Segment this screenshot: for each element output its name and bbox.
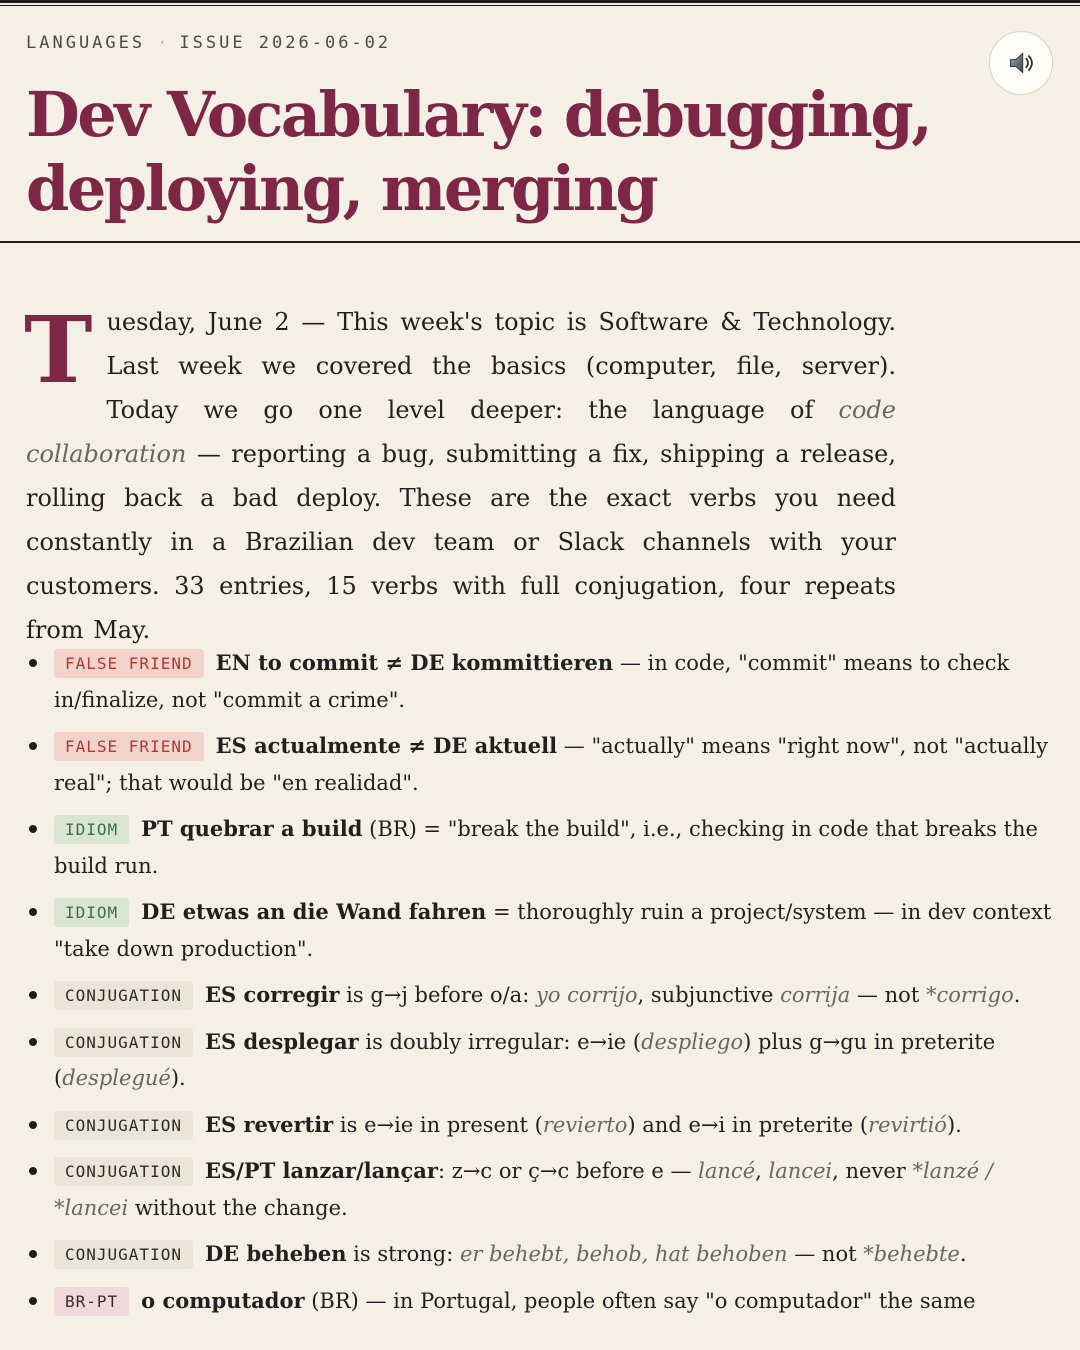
tag-badge: CONJUGATION (54, 981, 193, 1010)
intro-emphasis: code collaboration (26, 396, 896, 468)
entry-term: ES desplegar (204, 1028, 359, 1054)
tag-badge: CONJUGATION (54, 1028, 193, 1057)
speaker-icon (1007, 49, 1035, 77)
entry-text: , (755, 1159, 769, 1183)
entry-term: EN to commit ≠ DE kommittieren (215, 650, 614, 675)
intro-text-end: — reporting a bug, submitting a fix, shipping a release, rolling back a bad deploy. These are the exact verbs you need constantly in a Brazilian dev team or Slack channels with your customers. 33 entries, 15 verbs with full conjugation, four repeats from May. (26, 440, 896, 644)
tag-badge: CONJUGATION (54, 1111, 193, 1140)
entry-term: ES corregir (204, 982, 340, 1007)
drop-cap: T (24, 296, 93, 404)
issue-meta (26, 33, 391, 53)
title-rule (0, 241, 1080, 243)
tag-badge: BR-PT (54, 1287, 129, 1316)
entry-text: — not (787, 1242, 864, 1266)
tag-badge: IDIOM (54, 815, 129, 844)
example-form: revierto (542, 1112, 628, 1137)
entry-text: , subjunctive (637, 983, 781, 1007)
entry-text: is strong: (346, 1242, 460, 1266)
entry-text: . (959, 1242, 967, 1266)
entry-text: — "actually" means "right now", not "actually real"; that would be "en realidad". (54, 734, 1049, 795)
entry-term: DE beheben (204, 1241, 347, 1266)
example-form: desplegué (62, 1066, 171, 1090)
entry-term: ES revertir (204, 1111, 334, 1137)
entry-term: ES actualmente ≠ DE aktuell (215, 733, 558, 758)
entry-text: is g→j before o/a: (339, 983, 536, 1007)
example-form: lancei (768, 1159, 833, 1183)
page-title: Dev Vocabulary: debugging, deploying, merging (26, 78, 931, 225)
entry-term: ES/PT lanzar/lançar (204, 1158, 438, 1183)
example-form: revirtió (868, 1112, 947, 1137)
entry-text: , never (832, 1159, 913, 1183)
tag-badge: FALSE FRIEND (54, 649, 204, 678)
section-label: LANGUAGES (26, 33, 146, 53)
entry-text: without the change. (128, 1195, 348, 1220)
vocabulary-list (26, 645, 1066, 1329)
top-rule (0, 0, 1080, 6)
example-form: *corrigo (925, 983, 1014, 1007)
entry-text: is doubly irregular: e→ie ( (358, 1029, 642, 1054)
tag-badge: CONJUGATION (54, 1240, 193, 1269)
entry-term: DE etwas an die Wand fahren (141, 899, 487, 924)
entry-text: is e→ie in present ( (333, 1112, 543, 1137)
entry-term: o computador (141, 1287, 305, 1313)
entry-text: = thoroughly ruin a project/system — in dev context "take down production". (54, 900, 1052, 961)
list-item (26, 1283, 1066, 1320)
list-item (26, 728, 1066, 801)
entry-text: : z→c or ç→c before e — (437, 1159, 699, 1183)
list-item (26, 1236, 1066, 1273)
example-form: *lanzé / *lancei (54, 1159, 993, 1220)
entry-text: ) plus g→gu in preterite ( (54, 1029, 996, 1090)
entry-text: — in code, "commit" means to check in/finalize, not "commit a crime". (54, 651, 1010, 712)
example-form: despliego (641, 1029, 744, 1054)
intro-paragraph (24, 296, 896, 652)
tag-badge: FALSE FRIEND (54, 732, 204, 761)
list-item (26, 811, 1066, 884)
entry-text: ). (946, 1112, 962, 1137)
intro-text-start: uesday, June 2 — This week's topic is Software & Technology. Last week we covered the basics (computer, file, server). Today we go one level deeper: the language of (106, 308, 896, 424)
list-item (26, 977, 1066, 1014)
entry-text: (BR) — in Portugal, people often say "o computador" the same (304, 1288, 976, 1313)
example-form: yo corrijo (535, 983, 638, 1007)
list-item (26, 1107, 1066, 1144)
meta-separator: · (157, 33, 168, 53)
example-form: corrija (780, 983, 851, 1007)
example-form: er behebt, behob, hat behoben (459, 1242, 788, 1266)
list-item (26, 1153, 1066, 1226)
list-item (26, 894, 1066, 967)
entry-text: ). (170, 1066, 186, 1090)
entry-text: — not (850, 983, 926, 1007)
entry-text: ) and e→i in preterite ( (627, 1112, 869, 1137)
issue-label: ISSUE 2026-06-02 (179, 33, 392, 53)
entry-text: (BR) = "break the build", i.e., checking in code that breaks the build run. (54, 817, 1038, 878)
list-item (26, 645, 1066, 718)
example-form: lancé (698, 1159, 756, 1183)
entry-term: PT quebrar a build (141, 816, 363, 841)
tag-badge: IDIOM (54, 898, 129, 927)
entry-text: . (1013, 983, 1021, 1007)
tag-badge: CONJUGATION (54, 1157, 193, 1186)
example-form: *behebte (863, 1242, 960, 1266)
list-item (26, 1024, 1066, 1097)
